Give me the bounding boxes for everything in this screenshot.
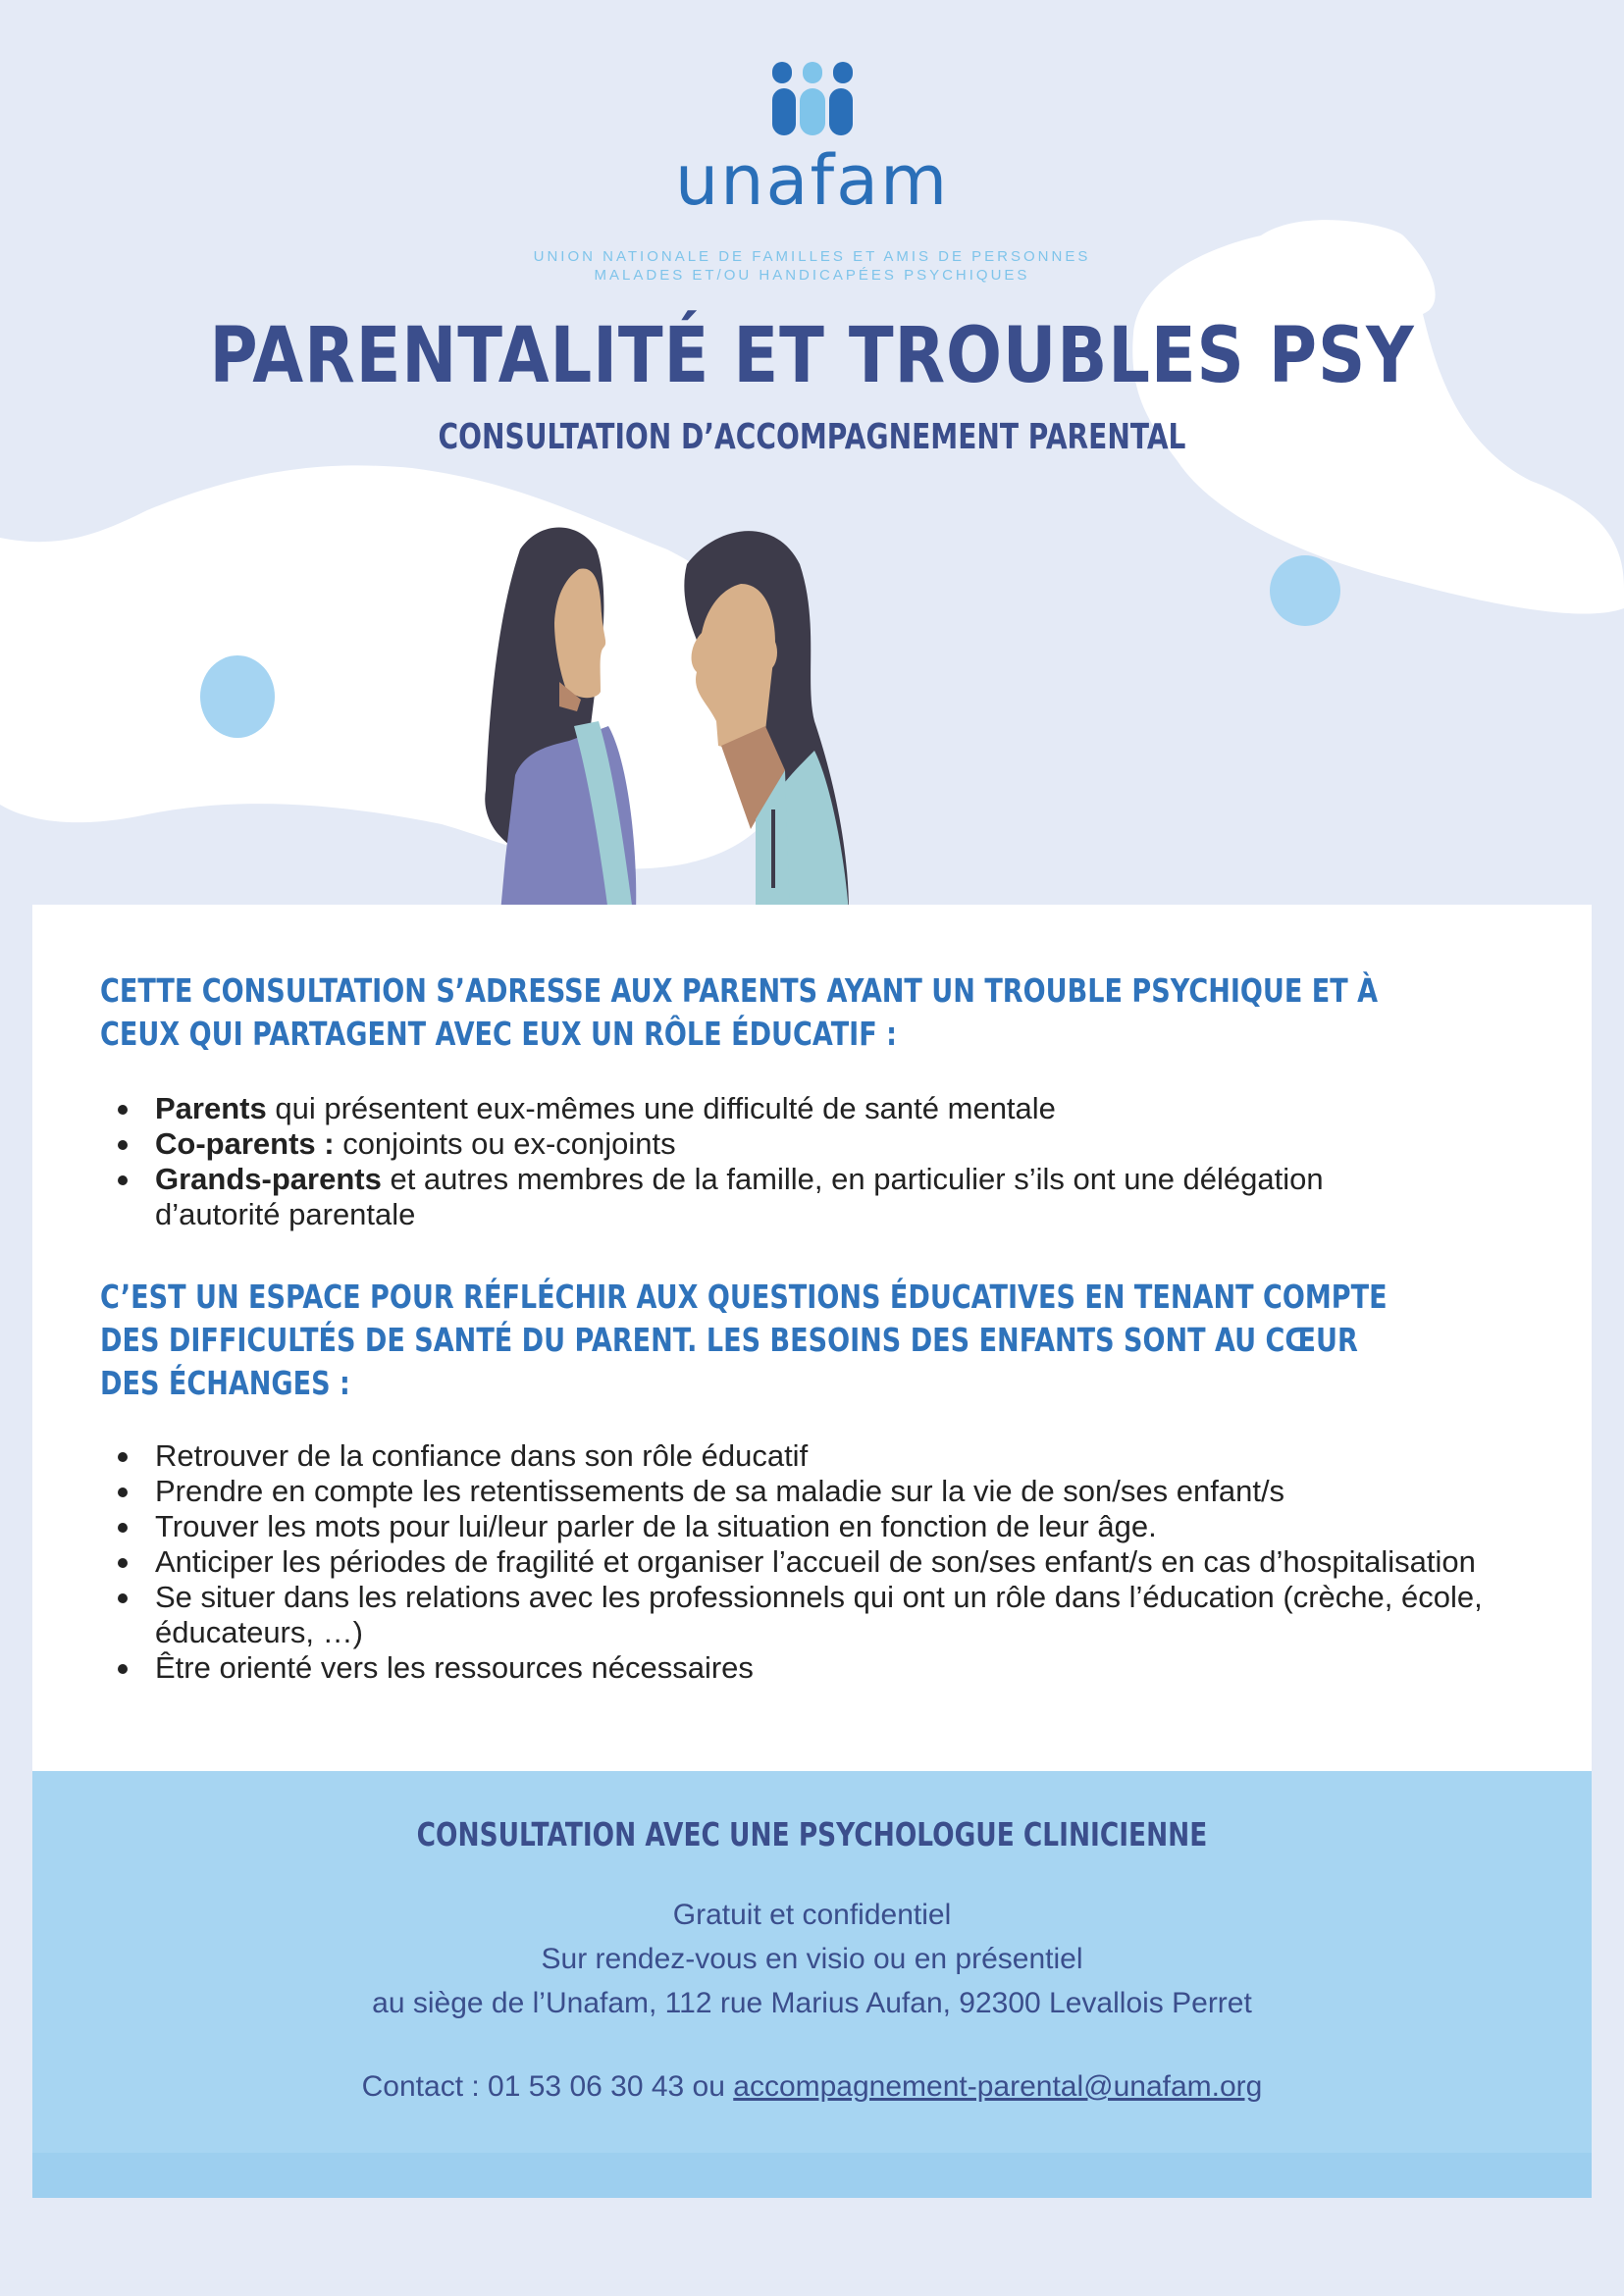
needs-item: Trouver les mots pour lui/leur parler de la situation en fonction de leur âge. [155, 1509, 1578, 1544]
audience-item [155, 1126, 1578, 1162]
item-text: conjoints ou ex-conjoints [334, 1126, 676, 1161]
audience-list [100, 1091, 1578, 1232]
needs-item: Être orienté vers les ressources nécessaires [155, 1650, 1578, 1686]
needs-item: Anticiper les périodes de fragilité et organiser l’accueil de son/ses enfant/s en cas d’hospitalisation [155, 1544, 1548, 1580]
blue-dot-left [200, 655, 275, 738]
page-subtitle: CONSULTATION D’ACCOMPAGNEMENT PARENTAL [438, 417, 1186, 457]
audience-item [155, 1091, 1578, 1126]
tagline-line-2: MALADES ET/OU HANDICAPÉES PSYCHIQUES [594, 267, 1030, 284]
contact-email-link[interactable]: accompagnement-parental@unafam.org [733, 2070, 1263, 2103]
needs-item: Se situer dans les relations avec les professionnels qui ont un rôle dans l’éducation (crèche, école, éducateurs, …) [155, 1580, 1588, 1650]
needs-item: Prendre en compte les retentissements de sa maladie sur la vie de son/ses enfant/s [155, 1474, 1578, 1509]
unafam-logo [0, 59, 1624, 285]
section2-heading-line2: DES DIFFICULTÉS DE SANTÉ DU PARENT. LES BESOINS DES ENFANTS SONT AU CŒUR [100, 1321, 1358, 1359]
logo-tagline [0, 247, 1624, 285]
page-title: PARENTALITÉ ET TROUBLES PSY [209, 312, 1415, 400]
logo-wordmark: unafam [674, 140, 950, 221]
info-free: Gratuit et confidentiel [672, 1899, 952, 1931]
tagline-line-1: UNION NATIONALE DE FAMILLES ET AMIS DE PERSONNES [533, 248, 1091, 265]
contact-heading: CONSULTATION AVEC UNE PSYCHOLOGUE CLINICIENNE [416, 1815, 1208, 1853]
audience-item [155, 1162, 1450, 1232]
needs-list [100, 1438, 1578, 1686]
info-address: au siège de l’Unafam, 112 rue Marius Aufan, 92300 Levallois Perret [372, 1987, 1252, 2019]
info-contact [0, 2069, 1624, 2105]
contact-phone: Contact : 01 53 06 30 43 ou [361, 2070, 734, 2103]
three-people-icon [768, 59, 857, 137]
item-bold: Grands-parents [155, 1162, 382, 1196]
item-bold: Parents [155, 1091, 267, 1125]
two-women-illustration [461, 525, 1187, 913]
item-text: et autres membres de la famille, en particulier s’ils ont une délégation d’autorité parentale [155, 1162, 1324, 1231]
blue-dot-right [1270, 555, 1340, 626]
item-text: qui présentent eux-mêmes une difficulté de santé mentale [266, 1091, 1056, 1125]
info-appointment: Sur rendez-vous en visio ou en présentiel [541, 1943, 1083, 1975]
section1-heading-line2: CEUX QUI PARTAGENT AVEC EUX UN RÔLE ÉDUCATIF : [100, 1015, 897, 1053]
section2-heading-line1: C’EST UN ESPACE POUR RÉFLÉCHIR AUX QUESTIONS ÉDUCATIVES EN TENANT COMPTE [100, 1278, 1388, 1316]
contact-panel-band [32, 2153, 1592, 2198]
section1-heading [100, 969, 1500, 1056]
item-bold: Co-parents : [155, 1126, 335, 1161]
section2-heading-line3: DES ÉCHANGES : [100, 1364, 350, 1402]
section2-heading [100, 1276, 1500, 1405]
needs-item: Retrouver de la confiance dans son rôle éducatif [155, 1438, 1578, 1474]
section1-heading-line1: CETTE CONSULTATION S’ADRESSE AUX PARENTS AYANT UN TROUBLE PSYCHIQUE ET À [100, 971, 1379, 1010]
